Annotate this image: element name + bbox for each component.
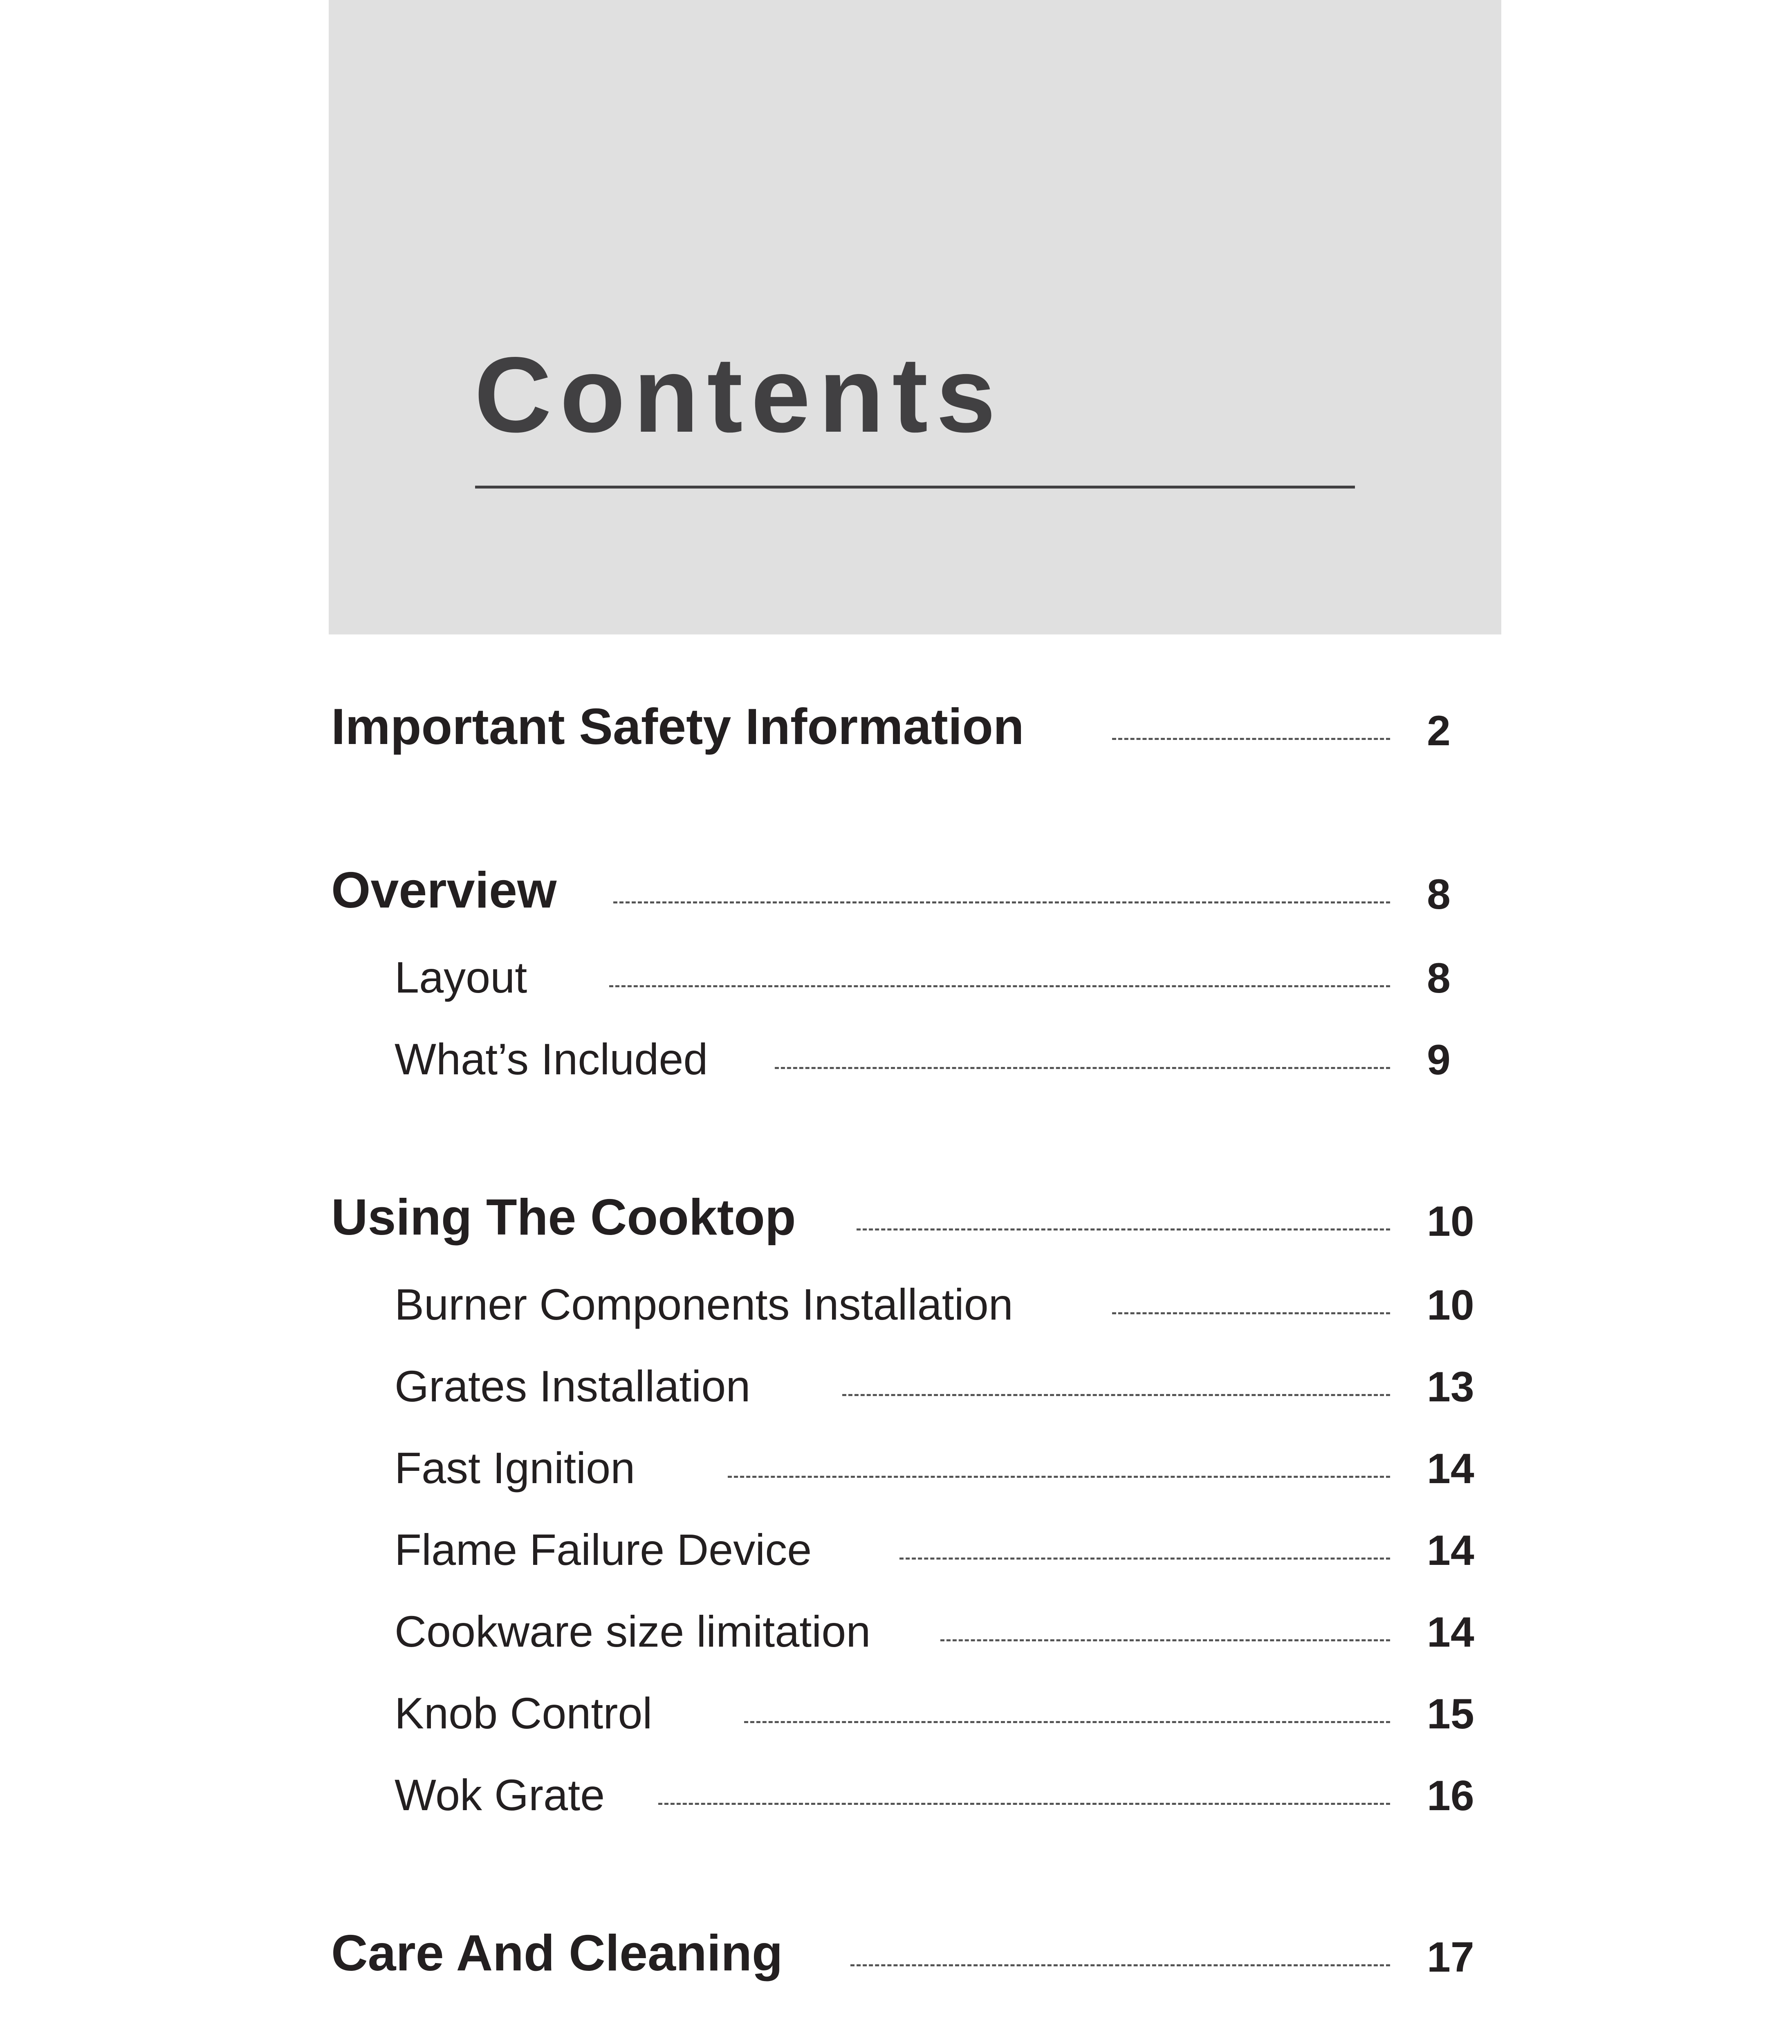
toc-entry-label: Fast Ignition	[395, 1443, 635, 1493]
toc-entry-label: Important Safety Information	[331, 699, 1024, 755]
toc-entry-label: Using The Cooktop	[331, 1189, 796, 1246]
toc-entry-label: Flame Failure Device	[395, 1525, 812, 1574]
toc-entry-page: 2	[1427, 707, 1451, 755]
toc-entry-page: 14	[1427, 1609, 1474, 1656]
toc-entry-label: Cookware size limitation	[395, 1607, 871, 1656]
toc-entry-page: 8	[1427, 955, 1451, 1002]
header-panel	[329, 0, 1501, 634]
toc-entry-page: 10	[1427, 1198, 1474, 1245]
toc-entry-page: 9	[1427, 1036, 1451, 1084]
toc-leader	[899, 1558, 1390, 1560]
toc-leader	[1112, 1312, 1390, 1314]
toc-leader	[775, 1067, 1390, 1069]
toc-leader	[842, 1394, 1390, 1396]
toc-entry-page: 8	[1427, 871, 1451, 918]
toc-entry-page: 16	[1427, 1772, 1474, 1820]
toc-leader	[1112, 738, 1390, 740]
toc-entry-page: 15	[1427, 1690, 1474, 1738]
toc-leader	[850, 1964, 1390, 1966]
toc-entry-label: Grates Installation	[395, 1361, 751, 1411]
toc-entry-label: Layout	[395, 953, 527, 1002]
toc-entry-label: Care And Cleaning	[331, 1925, 783, 1981]
toc-leader	[744, 1721, 1390, 1723]
toc-entry-label: Knob Control	[395, 1688, 653, 1738]
toc-entry-page: 13	[1427, 1363, 1474, 1411]
toc-leader	[940, 1639, 1390, 1641]
toc-leader	[857, 1228, 1390, 1230]
toc-entry-label: Burner Components Installation	[395, 1280, 1013, 1329]
title-underline	[475, 486, 1355, 489]
toc-entry-page: 10	[1427, 1282, 1474, 1329]
toc-entry-page: 14	[1427, 1527, 1474, 1574]
toc-entry-label: What’s Included	[395, 1034, 708, 1084]
toc-leader	[658, 1803, 1390, 1805]
toc-leader	[609, 985, 1390, 987]
toc-leader	[613, 901, 1390, 903]
toc-entry-label: Overview	[331, 862, 557, 919]
page-title: Contents	[474, 335, 1004, 455]
toc-entry-page: 14	[1427, 1445, 1474, 1493]
toc-entry-label: Wok Grate	[395, 1770, 605, 1820]
toc-leader	[728, 1476, 1390, 1478]
toc-entry-page: 17	[1427, 1934, 1474, 1981]
